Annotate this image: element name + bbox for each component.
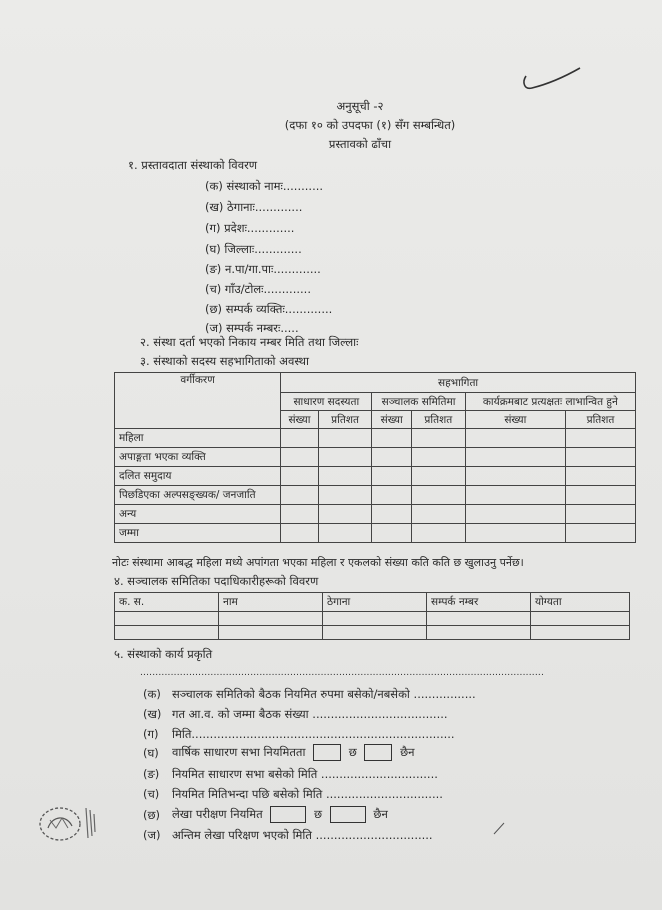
cell[interactable]	[465, 486, 565, 505]
cell[interactable]	[281, 429, 319, 448]
item-chha-text: लेखा परीक्षण नियमित	[172, 807, 263, 821]
cell[interactable]	[411, 486, 465, 505]
cell[interactable]	[318, 467, 372, 486]
cell[interactable]	[465, 505, 565, 524]
cell[interactable]	[372, 448, 412, 467]
header-general-membership: साधारण सदस्यता	[281, 393, 372, 411]
cell[interactable]	[318, 505, 372, 524]
cell[interactable]	[318, 448, 372, 467]
cell[interactable]	[281, 448, 319, 467]
field-province: (ग) प्रदेशः.............	[205, 221, 295, 235]
cell[interactable]	[411, 429, 465, 448]
cell[interactable]	[318, 524, 372, 543]
row-label: पिछडिएका अल्पसङ्ख्यक/ जनजाति	[115, 486, 281, 505]
table-row	[115, 429, 636, 448]
table-row	[115, 626, 630, 640]
field-address: (ख) ठेगानाः.............	[205, 200, 303, 214]
col-address: ठेगाना	[323, 593, 427, 612]
item-chha-label: (छ)	[143, 808, 161, 822]
table-row	[115, 486, 636, 505]
dotted-line: ....................................................................................................................................	[140, 668, 545, 678]
item-ka-label: (क)	[143, 687, 161, 701]
subheader-percent: प्रतिशत	[411, 411, 465, 429]
table-row	[115, 467, 636, 486]
cell[interactable]	[465, 524, 565, 543]
table-note: नोटः संस्थामा आबद्ध महिला मध्ये अपांगता भएका महिला र एकलको संख्या कति कति छ खुलाउनु पर्नेछ।	[112, 556, 524, 569]
field-contact-number: (ज) सम्पर्क नम्बरः.....	[205, 321, 299, 335]
row-label: महिला	[115, 429, 281, 448]
item-nga-text: नियमित साधारण सभा बसेको मिति ................................	[172, 767, 438, 781]
participation-table	[114, 372, 636, 543]
subheader-percent: प्रतिशत	[318, 411, 372, 429]
cell[interactable]	[465, 467, 565, 486]
cell[interactable]	[566, 448, 636, 467]
item-chha-row	[172, 806, 388, 823]
board-members-table	[114, 592, 630, 640]
item-cha-label: (च)	[143, 787, 160, 801]
cell[interactable]	[372, 467, 412, 486]
cell[interactable]	[566, 429, 636, 448]
cell[interactable]	[411, 448, 465, 467]
cell[interactable]	[323, 626, 427, 640]
annex-label: अनुसूची -२	[336, 99, 384, 113]
subheader-count: संख्या	[465, 411, 565, 429]
cell[interactable]	[281, 505, 319, 524]
cell[interactable]	[281, 467, 319, 486]
section-reference: (दफा १० को उपदफा (१) सँग सम्बन्धित)	[284, 118, 456, 132]
cell[interactable]	[411, 467, 465, 486]
cell[interactable]	[219, 612, 323, 626]
cell[interactable]	[281, 524, 319, 543]
cell[interactable]	[411, 505, 465, 524]
item-kha-text: गत आ.व. को जम्मा बैठक संख्या .....................................	[172, 707, 448, 721]
cell[interactable]	[531, 626, 630, 640]
header-participation: सहभागिता	[281, 373, 636, 393]
cell[interactable]	[115, 612, 219, 626]
subheader-count: संख्या	[372, 411, 412, 429]
item-gha-text: वार्षिक साधारण सभा नियमितता	[172, 745, 306, 759]
row-label: अन्य	[115, 505, 281, 524]
yes-label: छ	[348, 745, 357, 759]
item-ga-text: मिति........................................................................	[172, 727, 455, 741]
header-category: वर्गीकरण	[115, 373, 281, 429]
col-contact-number: सम्पर्क नम्बर	[427, 593, 531, 612]
no-checkbox[interactable]	[330, 806, 366, 823]
yes-checkbox[interactable]	[313, 744, 341, 761]
row-label: अपाङ्गता भएका व्यक्ति	[115, 448, 281, 467]
table-row	[115, 448, 636, 467]
cell[interactable]	[566, 524, 636, 543]
table-row	[115, 505, 636, 524]
field-district: (घ) जिल्लाः.............	[205, 242, 302, 256]
section5-heading: ५. संस्थाको कार्य प्रकृति	[114, 647, 213, 661]
cell[interactable]	[281, 486, 319, 505]
item-kha-label: (ख)	[143, 707, 162, 721]
cell[interactable]	[427, 626, 531, 640]
col-qualification: योग्यता	[531, 593, 630, 612]
pen-mark	[492, 820, 508, 836]
col-serial: क. स.	[115, 593, 219, 612]
yes-label: छ	[314, 807, 323, 821]
cell[interactable]	[427, 612, 531, 626]
item-ka-text: सञ्चालक समितिको बैठक नियमित रुपमा बसेको/नबसेको .................	[172, 687, 476, 701]
cell[interactable]	[219, 626, 323, 640]
cell[interactable]	[372, 486, 412, 505]
cell[interactable]	[566, 486, 636, 505]
section4-heading: ४. सञ्चालक समितिका पदाधिकारीहरूको विवरण	[114, 574, 319, 588]
item-gha-row	[172, 744, 415, 761]
page-title: प्रस्तावको ढाँचा	[328, 137, 392, 151]
item-nga-label: (ङ)	[143, 767, 160, 781]
section1-heading: १. प्रस्तावदाता संस्थाको विवरण	[128, 158, 258, 172]
no-label: छैन	[373, 807, 388, 821]
item-ja-text: अन्तिम लेखा परिक्षण भएको मिति ................................	[172, 828, 433, 842]
section2-heading: २. संस्था दर्ता भएको निकाय नम्बर मिति तथा जिल्लाः	[140, 335, 359, 349]
cell[interactable]	[566, 505, 636, 524]
field-org-name: (क) संस्थाको नामः...........	[205, 179, 324, 193]
field-village-tole: (च) गाँउ/टोलः.............	[205, 282, 311, 296]
stamp-seal	[34, 800, 112, 846]
col-name: नाम	[219, 593, 323, 612]
handwritten-mark	[518, 62, 588, 102]
cell[interactable]	[372, 524, 412, 543]
cell[interactable]	[115, 626, 219, 640]
item-ga-label: (ग)	[143, 727, 159, 741]
table-row	[115, 612, 630, 626]
cell[interactable]	[372, 429, 412, 448]
no-checkbox[interactable]	[364, 744, 392, 761]
section3-heading: ३. संस्थाको सदस्य सहभागिताको अवस्था	[140, 354, 309, 368]
cell[interactable]	[566, 467, 636, 486]
cell[interactable]	[465, 429, 565, 448]
row-label: जम्मा	[115, 524, 281, 543]
cell[interactable]	[323, 612, 427, 626]
item-gha-label: (घ)	[143, 746, 159, 760]
cell[interactable]	[465, 448, 565, 467]
field-municipality: (ङ) न.पा/गा.पाः.............	[205, 262, 321, 276]
subheader-percent: प्रतिशत	[566, 411, 636, 429]
item-cha-text: नियमित मितिभन्दा पछि बसेको मिति ................................	[172, 787, 443, 801]
row-label: दलित समुदाय	[115, 467, 281, 486]
cell[interactable]	[411, 524, 465, 543]
no-label: छैन	[400, 745, 415, 759]
cell[interactable]	[318, 429, 372, 448]
item-ja-label: (ज)	[143, 828, 161, 842]
subheader-count: संख्या	[281, 411, 319, 429]
yes-checkbox[interactable]	[270, 806, 306, 823]
cell[interactable]	[318, 486, 372, 505]
cell[interactable]	[531, 612, 630, 626]
header-direct-beneficiary: कार्यक्रमबाट प्रत्यक्षतः लाभान्वित हुने	[465, 393, 635, 411]
cell[interactable]	[372, 505, 412, 524]
table-row	[115, 524, 636, 543]
header-board: सञ्चालक समितिमा	[372, 393, 465, 411]
field-contact-person: (छ) सम्पर्क व्यक्तिः.............	[205, 302, 333, 316]
